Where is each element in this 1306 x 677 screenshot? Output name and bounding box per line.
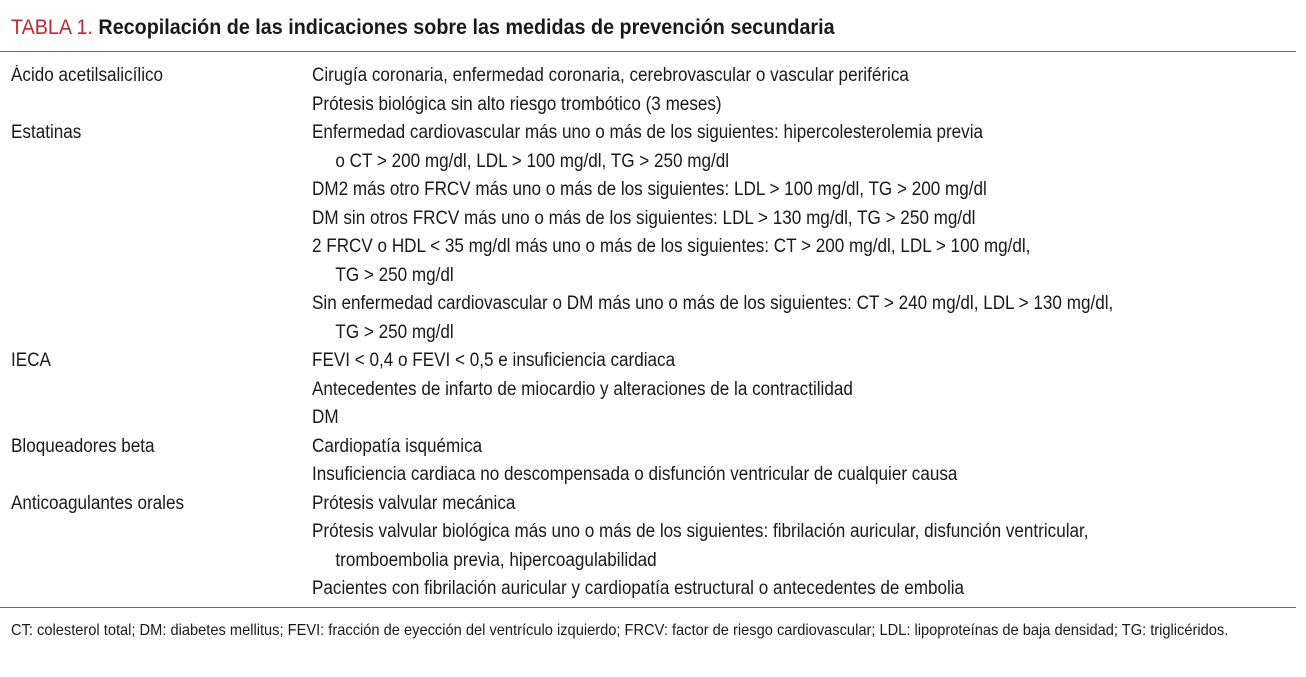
indication-text: Sin enfermedad cardiovascular o DM más uno o más de los siguientes: CT > 240 mg/dl, LDL > 130 mg/dl, [312,293,1114,314]
table-row [11,433,1296,490]
indication-text: DM2 más otro FRCV más uno o más de los siguientes: LDL > 100 mg/dl, TG > 200 mg/dl [312,179,987,200]
indication-text: FEVI < 0,4 o FEVI < 0,5 e insuficiencia cardiaca [312,350,676,371]
indication-text: 2 FRCV o HDL < 35 mg/dl más uno o más de los siguientes: CT > 200 mg/dl, LDL > 100 mg/dl, [312,236,1031,257]
indications-cell [312,433,1296,490]
indication-item [312,290,1198,347]
table-number-label: TABLA 1. [11,16,93,39]
indication-item [312,376,1198,405]
indication-text: Pacientes con fibrilación auricular y cardiopatía estructural o antecedentes de embolia [312,578,965,599]
table-row [11,119,1296,347]
indication-item [312,404,1198,433]
table-title [11,14,835,42]
indications-cell [312,347,1296,433]
indication-text: Cardiopatía isquémica [312,435,483,457]
indication-item [312,62,1198,91]
indication-text: Cirugía coronaria, enfermedad coronaria, cerebrovascular o vascular periférica [312,65,909,86]
drug-name-cell: Bloqueadores beta [11,435,155,457]
indication-text: Prótesis biológica sin alto riesgo trombótico (3 meses) [312,93,722,115]
indication-continuation: o CT > 200 mg/dl, LDL > 100 mg/dl, TG > 250 mg/dl [335,150,730,172]
drug-name-cell: Anticoagulantes orales [11,492,185,514]
indication-text: DM [312,407,339,428]
indication-item [312,433,1198,462]
indication-continuation: TG > 250 mg/dl [335,321,454,343]
table-row [11,347,1296,433]
indication-item [312,119,1198,176]
indication-item [312,347,1198,376]
indication-item [312,575,1198,604]
indication-continuation: TG > 250 mg/dl [335,264,454,286]
top-rule [0,51,1296,52]
table-caption: Recopilación de las indicaciones sobre las medidas de prevención secundaria [98,16,835,39]
indication-text: Enfermedad cardiovascular más uno o más de los siguientes: hipercolesterolemia previa [312,122,984,143]
indication-text: DM sin otros FRCV más uno o más de los siguientes: LDL > 130 mg/dl, TG > 250 mg/dl [312,207,976,229]
indication-item [312,518,1198,575]
indication-item [312,490,1198,519]
table-body [11,62,1296,604]
indication-text: Antecedentes de infarto de miocardio y alteraciones de la contractilidad [312,378,853,400]
drug-name-cell: IECA [11,350,51,371]
table-row [11,490,1296,604]
indication-text: Insuficiencia cardiaca no descompensada o disfunción ventricular de cualquier causa [312,464,958,485]
drug-name-cell: Ácido acetilsalicílico [11,65,164,86]
indication-item [312,461,1198,490]
indication-item [312,176,1198,205]
indications-cell [312,62,1296,119]
indication-text: Prótesis valvular biológica más uno o más de los siguientes: fibrilación auricular, disfunción ventricular, [312,521,1089,542]
bottom-rule [0,607,1296,608]
indication-continuation: tromboembolia previa, hipercoagulabilidad [335,549,657,571]
indications-cell [312,490,1296,604]
indication-item [312,205,1198,234]
table-footnote: CT: colesterol total; DM: diabetes mellitus; FEVI: fracción de eyección del ventrículo izquierdo; FRCV: factor de riesgo cardiovascular; LDL: lipoproteínas de baja densidad; TG: triglicéridos. [11,622,1229,639]
indication-item [312,91,1198,120]
indications-cell [312,119,1296,347]
indication-text: Prótesis valvular mecánica [312,492,516,514]
drug-name-cell: Estatinas [11,122,82,143]
indication-item [312,233,1198,290]
table-row [11,62,1296,119]
